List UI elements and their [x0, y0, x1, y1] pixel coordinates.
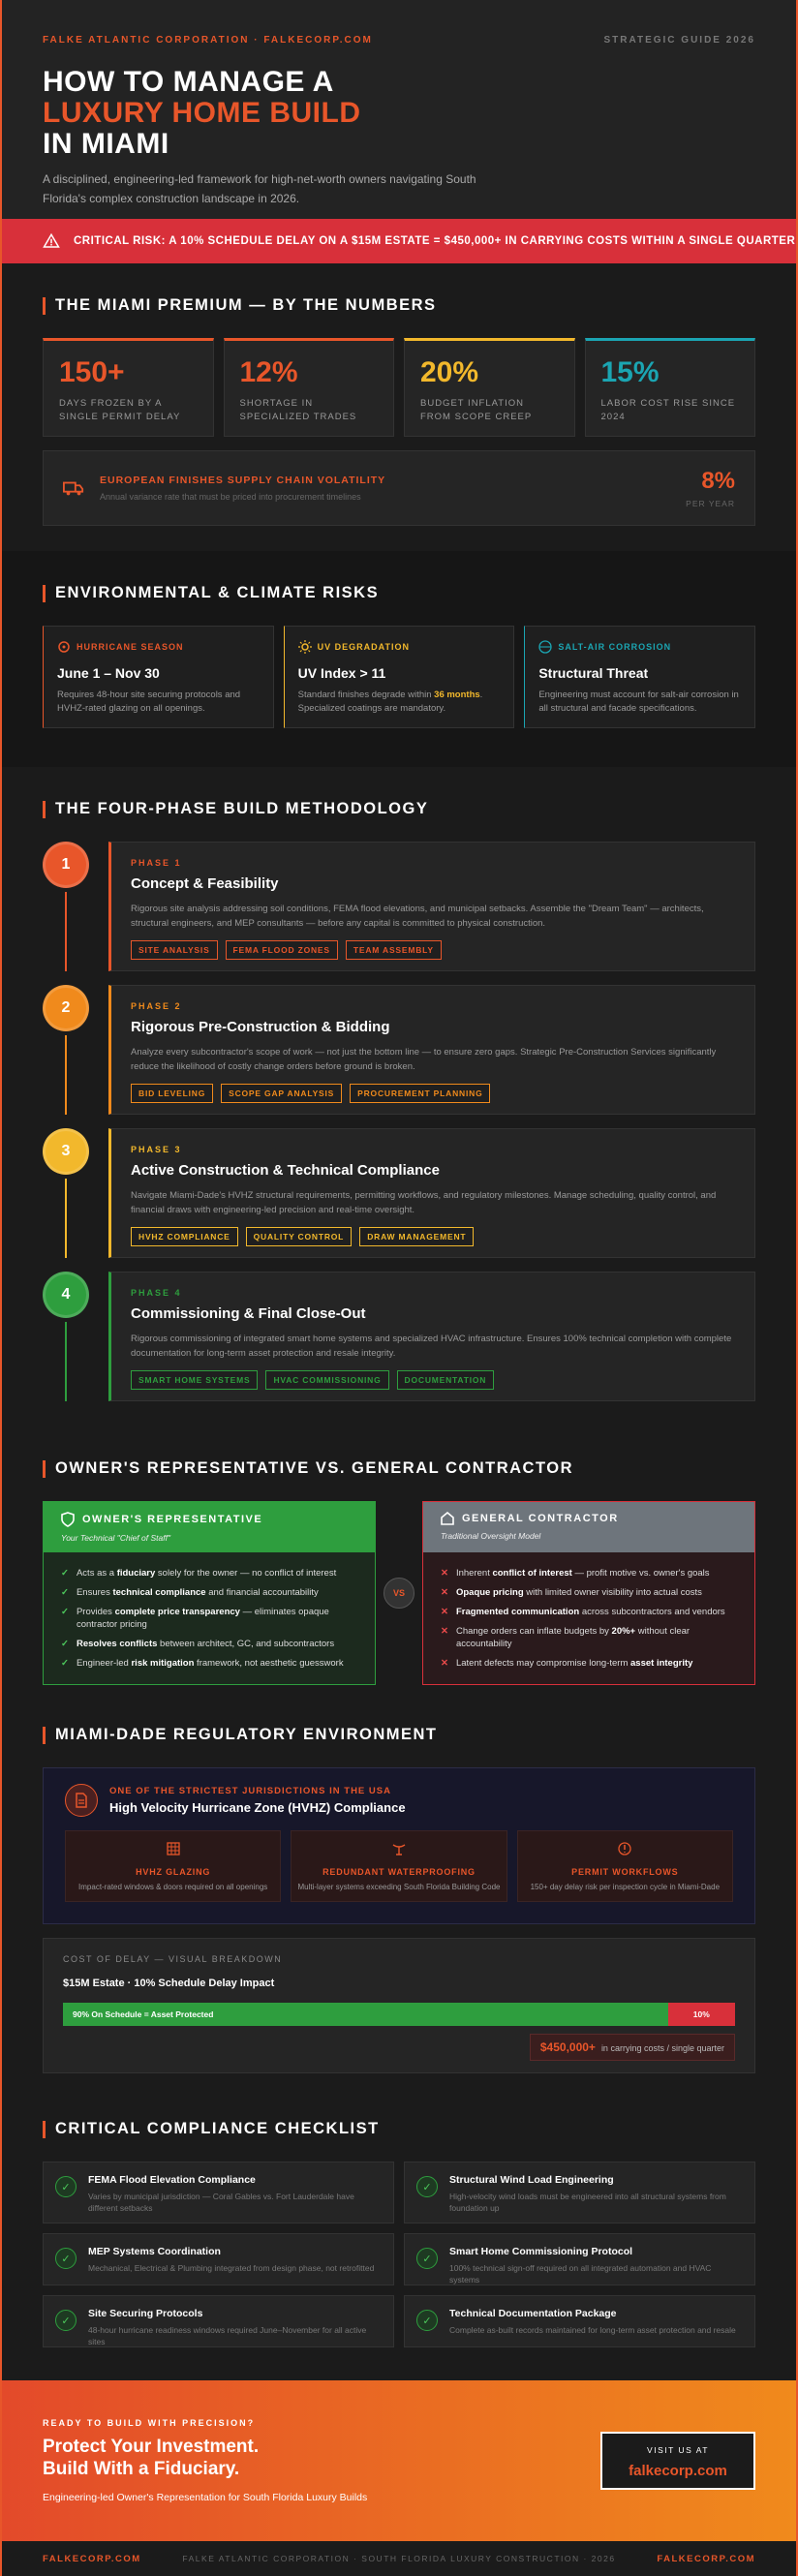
guide-label: STRATEGIC GUIDE 2026: [603, 35, 755, 46]
phase-marker: [43, 842, 89, 971]
x-icon: ✕: [441, 1626, 448, 1637]
phase-chips: [131, 1227, 735, 1246]
list-item: ✕ Change orders can inflate budgets by 20%+ without clear accountability: [441, 1626, 691, 1649]
phase-chip[interactable]: QUALITY CONTROL: [246, 1227, 353, 1246]
phase-title: Rigorous Pre-Construction & Bidding: [131, 1019, 390, 1035]
phase-chip[interactable]: TEAM ASSEMBLY: [346, 940, 442, 960]
reg-card-desc: 150+ day delay risk per inspection cycle in Miami-Dade: [530, 1883, 721, 1891]
list-item: ✓ Engineer-led risk mitigation framework, not aesthetic guesswork: [61, 1658, 344, 1669]
footer: FALKECORP.COM FALKE ATLANTIC CORPORATION · SOUTH FLORIDA LUXURY CONSTRUCTION · 2026 FALKECORP.COM: [2, 2541, 796, 2576]
page-title: HOW TO MANAGE A LUXURY HOME BUILD IN MIAMI: [43, 66, 361, 160]
env-card: [43, 626, 274, 728]
env-heading: Structural Threat: [538, 665, 649, 681]
list-item: ✓ Acts as a fiduciary solely for the owner — no conflict of interest: [61, 1568, 337, 1579]
vs-badge: VS: [384, 1578, 414, 1609]
check-circle-icon: ✓: [416, 2176, 438, 2197]
stat-label: BUDGET INFLATION FROM SCOPE CREEP: [420, 398, 533, 422]
checklist-desc: Mechanical, Electrical & Plumbing integrated from design phase, not retrofitted: [88, 2263, 375, 2273]
reg-card-desc: Multi-layer systems exceeding South Florida Building Code: [297, 1883, 501, 1891]
phase-chip[interactable]: PROCUREMENT PLANNING: [350, 1084, 490, 1103]
phase-chip[interactable]: SCOPE GAP ANALYSIS: [221, 1084, 342, 1103]
checklist-section: [2, 2099, 796, 2380]
env-heading: UV Index > 11: [297, 665, 386, 681]
section-title: THE MIAMI PREMIUM — BY THE NUMBERS: [43, 296, 755, 315]
footer-link[interactable]: FALKECORP.COM: [43, 2553, 141, 2564]
env-tag: HURRICANE SEASON: [57, 640, 260, 654]
check-circle-icon: ✓: [55, 2310, 77, 2331]
stat-value: 20%: [420, 356, 479, 388]
checklist-item: [43, 2295, 394, 2347]
phase-number: 1: [43, 842, 89, 888]
list-item: ✓ Ensures technical compliance and financial accountability: [61, 1587, 319, 1598]
list-item: ✕ Inherent conflict of interest — profit motive vs. owner's goals: [441, 1568, 710, 1579]
grid-window-icon: [166, 1841, 181, 1856]
check-circle-icon: ✓: [416, 2310, 438, 2331]
phase-chips: [131, 940, 735, 960]
phase-desc: Analyze every subcontractor's scope of work — not just the bottom line — to ensure zero gaps. Strategic Pre-Construction Services significantly reduce the likelihood of costly change orders before ground is broken.: [131, 1047, 717, 1072]
checklist-item: [404, 2162, 755, 2223]
checklist-title: MEP Systems Coordination: [88, 2246, 221, 2257]
list-item: ✓ Resolves conflicts between architect, GC, and subcontractors: [61, 1639, 335, 1649]
brand-label[interactable]: FALKE ATLANTIC CORPORATION · FALKECORP.COM: [43, 35, 373, 46]
env-desc: Standard finishes degrade within 36 months. Specialized coatings are mandatory.: [297, 690, 483, 714]
stat-card: [224, 338, 395, 437]
env-heading: June 1 – Nov 30: [57, 665, 160, 681]
phase-number: 3: [43, 1128, 89, 1175]
document-icon: [65, 1784, 98, 1817]
phase-marker: [43, 1128, 89, 1258]
phase-connector: [65, 1035, 67, 1115]
cost-bar: [63, 2003, 735, 2026]
check-icon: ✓: [61, 1658, 69, 1669]
phase-number: 2: [43, 985, 89, 1031]
checklist-desc: 100% technical sign-off required on all integrated automation and HVAC systems: [449, 2263, 712, 2285]
stat-label: DAYS FROZEN BY A SINGLE PERMIT DELAY: [59, 398, 181, 422]
reg-card-title: HVHZ GLAZING: [136, 1867, 211, 1877]
reg-card-title: PERMIT WORKFLOWS: [571, 1867, 679, 1877]
footer-link[interactable]: FALKECORP.COM: [657, 2553, 755, 2564]
phase-title: Commissioning & Final Close-Out: [131, 1305, 366, 1322]
x-icon: ✕: [441, 1658, 448, 1669]
reg-card-desc: Impact-rated windows & doors required on all openings: [78, 1883, 268, 1891]
checklist-title: Site Securing Protocols: [88, 2308, 203, 2319]
section-title: CRITICAL COMPLIANCE CHECKLIST: [43, 2120, 755, 2138]
reg-section: [2, 1710, 796, 2099]
phase-chip[interactable]: HVHZ COMPLIANCE: [131, 1227, 238, 1246]
env-desc: Engineering must account for salt-air corrosion in all structural and facade specifications.: [538, 690, 739, 714]
checklist-desc: 48-hour hurricane readiness windows required June–November for all active sites: [88, 2325, 367, 2346]
checklist-title: Technical Documentation Package: [449, 2308, 617, 2319]
phase-number: 4: [43, 1272, 89, 1318]
env-section: [2, 551, 796, 767]
premium-section: [2, 263, 796, 551]
alert-icon: [617, 1841, 632, 1856]
list-item: ✕ Opaque pricing with limited owner visibility into actual costs: [441, 1587, 702, 1598]
phase-connector: [65, 892, 67, 971]
phase-chip[interactable]: SITE ANALYSIS: [131, 940, 218, 960]
phase-chip[interactable]: BID LEVELING: [131, 1084, 213, 1103]
section-title: OWNER'S REPRESENTATIVE VS. GENERAL CONTRACTOR: [43, 1459, 755, 1478]
phase-row: [43, 842, 755, 971]
phase-row: [43, 985, 755, 1115]
reg-card-title: REDUNDANT WATERPROOFING: [322, 1867, 476, 1877]
stat-card: [585, 338, 756, 437]
bar-on-schedule: 90% On Schedule = Asset Protected: [63, 2003, 668, 2026]
phase-title: Active Construction & Technical Compliance: [131, 1162, 440, 1179]
building-icon: [441, 1512, 454, 1525]
checklist-item: [404, 2233, 755, 2285]
supply-value: 8%: [701, 468, 735, 494]
hvhz-card: ONE OF THE STRICTEST JURISDICTIONS IN THE USA High Velocity Hurricane Zone (HVHZ) Compliance HVHZ GLAZING Impact-rated windows & doors required on all openings REDUNDANT WATERPROOFING Multi-layer systems exceeding South Florida Building Code PERMIT WORKFLOWS 150+ day delay risk per inspection cycle in Miami-Dade: [43, 1767, 755, 1924]
stat-value: 12%: [239, 356, 298, 388]
phases-section: [2, 767, 796, 1440]
x-icon: ✕: [441, 1568, 448, 1579]
bar-delay: 10%: [668, 2003, 735, 2026]
phase-label: PHASE 3: [131, 1145, 182, 1154]
checklist-desc: Complete as-built records maintained for long-term asset protection and resale: [449, 2325, 736, 2335]
env-card: [284, 626, 515, 728]
hurricane-icon: [57, 640, 71, 654]
stat-label: SHORTAGE IN SPECIALIZED TRADES: [239, 398, 357, 422]
phase-desc: Rigorous site analysis addressing soil conditions, FEMA flood elevations, and municipal setbacks. Assemble the "Dream Team" — architects, structural engineers, and MEP consultants — before any capital is committed to physical construction.: [131, 904, 704, 929]
list-item: ✕ Fragmented communication across subcontractors and vendors: [441, 1607, 725, 1617]
checklist-item: [43, 2233, 394, 2285]
check-icon: ✓: [61, 1607, 69, 1617]
list-item: ✓ Provides complete price transparency — eliminates opaque contractor pricing: [61, 1607, 329, 1630]
checklist-item: [404, 2295, 755, 2347]
phase-chip[interactable]: DRAW MANAGEMENT: [359, 1227, 474, 1246]
stat-value: 15%: [600, 356, 660, 388]
check-circle-icon: ✓: [55, 2176, 77, 2197]
env-tag: UV DEGRADATION: [298, 640, 501, 654]
phase-card: [108, 842, 755, 971]
phase-desc: Rigorous commissioning of integrated smart home systems and specialized HVAC infrastructure. Ensures 100% technical completion with complete documentation for long-term asset protection and resale integrity.: [131, 1334, 732, 1359]
phase-chip[interactable]: SMART HOME SYSTEMS: [131, 1370, 258, 1390]
checklist-desc: High-velocity wind loads must be engineered into all structural systems from foundation up: [449, 2192, 726, 2213]
hero: [2, 0, 796, 219]
gc-card: GENERAL CONTRACTOR Traditional Oversight Model ✕ Inherent conflict of interest — profit motive vs. owner's goals ✕ Opaque pricing with limited owner visibility into actual costs ✕ Fragmented communication across subcontractors and vendors ✕ Change orders can inflate budgets by 20%+ without clear accountability ✕ Latent defects may compromise long-term asset integrity: [422, 1501, 755, 1685]
section-title: MIAMI-DADE REGULATORY ENVIRONMENT: [43, 1726, 755, 1744]
cost-value: $450,000+ in carrying costs / single quarter: [530, 2034, 735, 2061]
vs-section: [2, 1440, 796, 1710]
list-item: ✕ Latent defects may compromise long-term asset integrity: [441, 1658, 693, 1669]
check-icon: ✓: [61, 1639, 69, 1649]
env-tag: SALT-AIR CORROSION: [538, 640, 741, 654]
stat-card: [404, 338, 575, 437]
risk-banner: CRITICAL RISK: A 10% SCHEDULE DELAY ON A $15M ESTATE = $450,000+ IN CARRYING COSTS WITHIN A SINGLE QUARTER: [2, 219, 796, 263]
hero-subtitle: A disciplined, engineering-led framework for high-net-worth owners navigating South Florida's complex construction landscape in 2026.: [43, 172, 476, 205]
phase-desc: Navigate Miami-Dade's HVHZ structural requirements, permitting workflows, and regulatory milestones. Manage scheduling, quality control, and financial draws with engineering-led precision and real-time oversight.: [131, 1190, 717, 1215]
phase-title: Concept & Feasibility: [131, 875, 279, 892]
phase-card: [108, 985, 755, 1115]
truck-icon: [63, 478, 84, 498]
sun-icon: [298, 640, 312, 654]
globe-icon: [538, 640, 552, 654]
section-title: ENVIRONMENTAL & CLIMATE RISKS: [43, 584, 755, 602]
phase-card: [108, 1272, 755, 1401]
phase-marker: [43, 1272, 89, 1401]
check-icon: ✓: [61, 1587, 69, 1598]
phase-chips: [131, 1084, 735, 1103]
check-circle-icon: ✓: [55, 2248, 77, 2269]
stat-label: LABOR COST RISE SINCE 2024: [600, 398, 736, 422]
phase-chips: [131, 1370, 735, 1390]
shield-icon: [61, 1512, 75, 1527]
phase-marker: [43, 985, 89, 1115]
cta-banner: READY TO BUILD WITH PRECISION? Protect Your Investment. Build With a Fiduciary. Engineering-led Owner's Representation for South Florida Luxury Builds VISIT US AT falkecorp.com: [2, 2380, 796, 2541]
checklist-desc: Varies by municipal jurisdiction — Coral Gables vs. Fort Lauderdale have different setbacks: [88, 2192, 354, 2213]
warning-icon: [43, 232, 60, 250]
x-icon: ✕: [441, 1607, 448, 1617]
phase-row: [43, 1128, 755, 1258]
visit-link[interactable]: VISIT US AT falkecorp.com: [600, 2432, 755, 2490]
check-circle-icon: ✓: [416, 2248, 438, 2269]
phase-chip[interactable]: DOCUMENTATION: [397, 1370, 495, 1390]
stat-card: [43, 338, 214, 437]
checklist-title: Structural Wind Load Engineering: [449, 2174, 614, 2186]
waterproof-icon: [391, 1841, 407, 1856]
check-icon: ✓: [61, 1568, 69, 1579]
checklist-title: FEMA Flood Elevation Compliance: [88, 2174, 256, 2186]
phase-chip[interactable]: HVAC COMMISSIONING: [265, 1370, 388, 1390]
phase-label: PHASE 4: [131, 1288, 182, 1298]
stat-value: 150+: [59, 356, 125, 388]
supply-card: EUROPEAN FINISHES SUPPLY CHAIN VOLATILITY Annual variance rate that must be priced into procurement timelines 8% PER YEAR: [43, 450, 755, 526]
owner-rep-card: OWNER'S REPRESENTATIVE Your Technical "Chief of Staff" ✓ Acts as a fiduciary solely for the owner — no conflict of interest ✓ Ensures technical compliance and financial accountability ✓ Provides complete price transparency — eliminates opaque contractor pricing ✓ Resolves conflicts between architect, GC, and subcontractors ✓ Engineer-led risk mitigation framework, not aesthetic guesswork: [43, 1501, 376, 1685]
phase-card: [108, 1128, 755, 1258]
cost-card: COST OF DELAY — VISUAL BREAKDOWN $15M Estate · 10% Schedule Delay Impact 90% On Schedule = Asset Protected 10% $450,000+ in carrying costs / single quarter: [43, 1938, 755, 2073]
phase-row: [43, 1272, 755, 1401]
checklist-title: Smart Home Commissioning Protocol: [449, 2246, 633, 2257]
env-desc: Requires 48-hour site securing protocols and HVHZ-rated glazing on all openings.: [57, 690, 241, 714]
x-icon: ✕: [441, 1587, 448, 1598]
reg-card: [291, 1830, 506, 1902]
phase-connector: [65, 1322, 67, 1401]
checklist-item: [43, 2162, 394, 2223]
phase-connector: [65, 1179, 67, 1258]
phase-chip[interactable]: FEMA FLOOD ZONES: [226, 940, 338, 960]
section-title: THE FOUR-PHASE BUILD METHODOLOGY: [43, 800, 755, 818]
reg-card: [65, 1830, 281, 1902]
reg-card: [517, 1830, 733, 1902]
env-card: [524, 626, 755, 728]
phase-label: PHASE 1: [131, 858, 182, 868]
phase-label: PHASE 2: [131, 1001, 182, 1011]
